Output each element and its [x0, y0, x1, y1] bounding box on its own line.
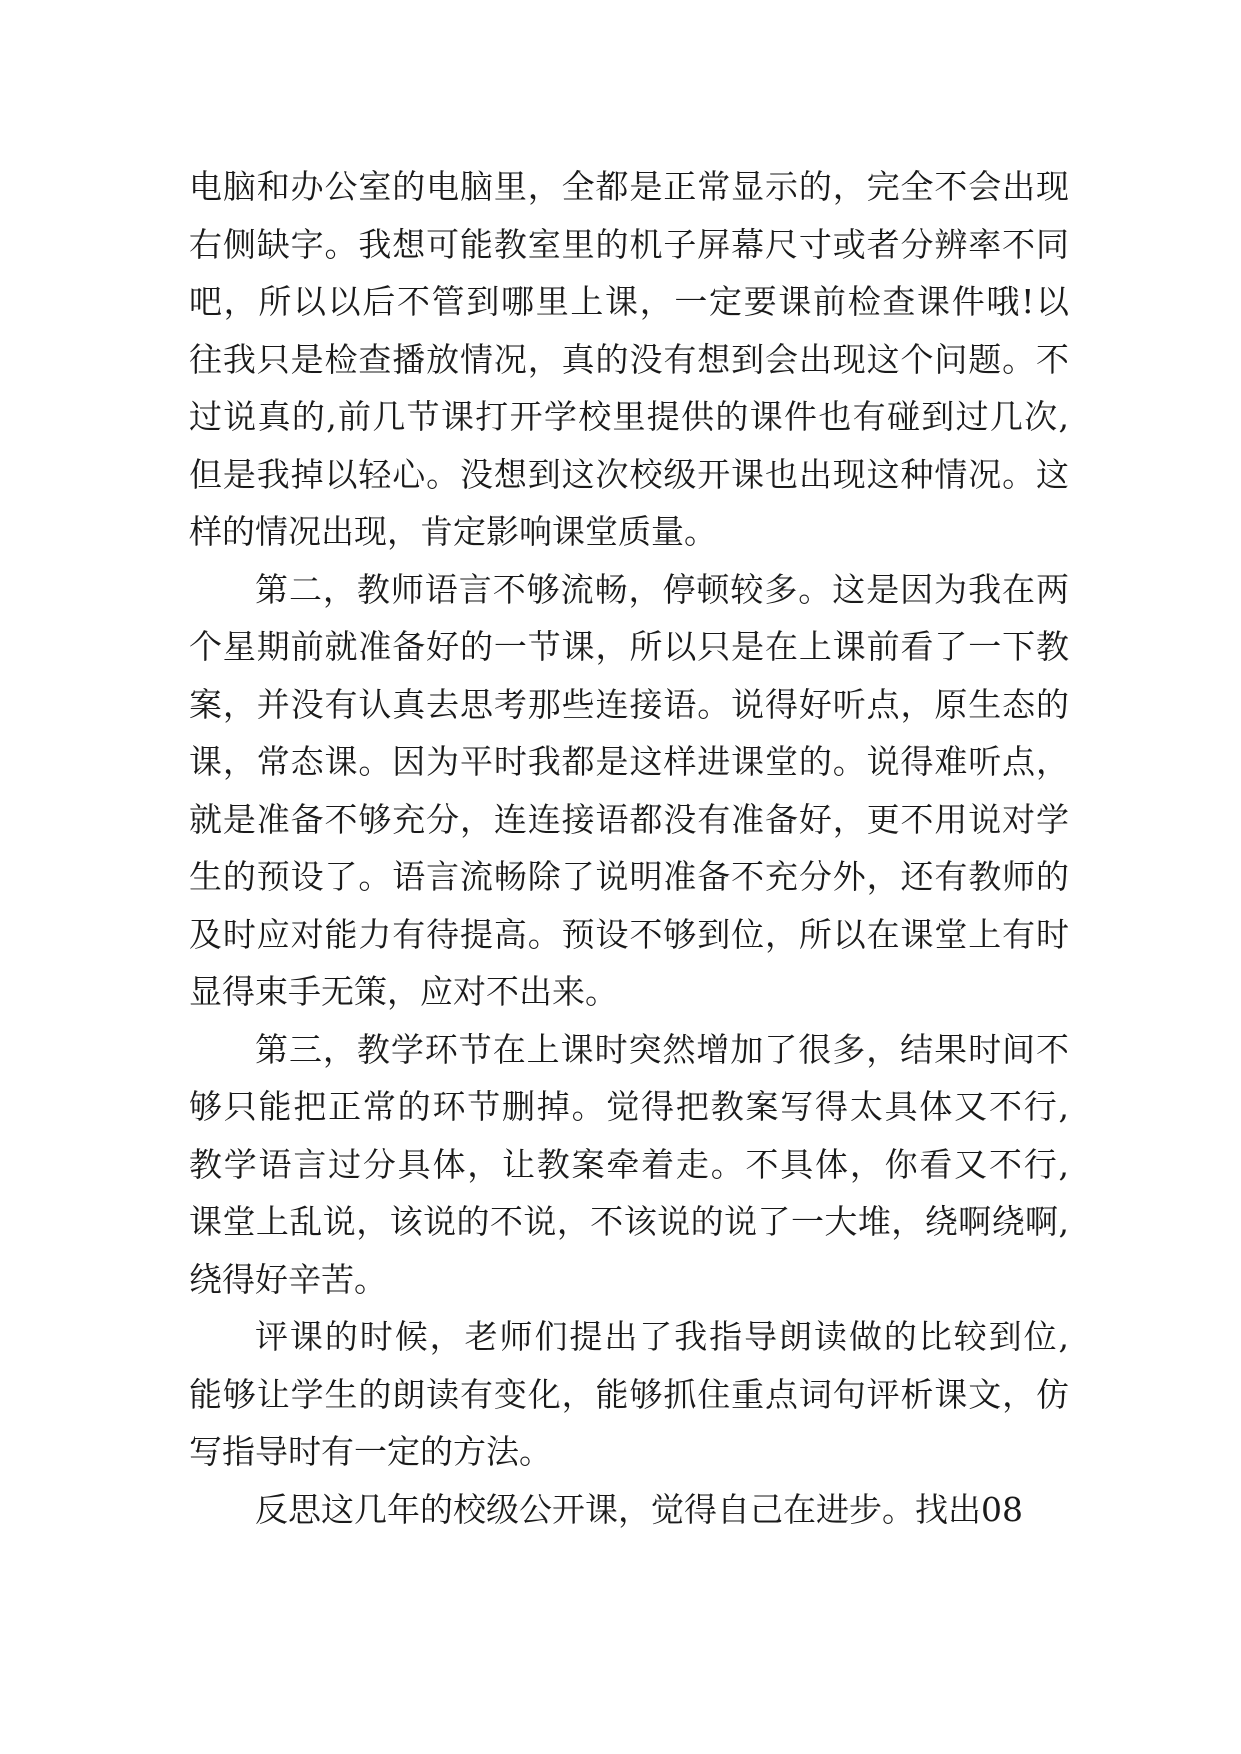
- text-line: 够只能把正常的环节删掉。觉得把教案写得太具体又不行,: [189, 1087, 1069, 1126]
- paragraph: [189, 158, 1069, 561]
- text-line: 右侧缺字。我想可能教室里的机子屏幕尺寸或者分辨率不同: [189, 224, 1069, 264]
- text-line: 显得束手无策，应对不出来。: [189, 972, 618, 1011]
- text-line: 但是我掉以轻心。没想到这次校级开课也出现这种情况。这: [189, 454, 1069, 494]
- text-line: 个星期前就准备好的一节课，所以只是在上课前看了一下教: [189, 627, 1069, 666]
- paragraph: [189, 1481, 1069, 1539]
- text-line: 教学语言过分具体，让教案牵着走。不具体，你看又不行,: [189, 1144, 1069, 1184]
- text-line: 写指导时有一定的方法。: [189, 1432, 552, 1471]
- text-line: 及时应对能力有待提高。预设不够到位，所以在课堂上有时: [189, 914, 1069, 954]
- text-line: 反思这几年的校级公开课，觉得自己在进步。找出08: [255, 1489, 1023, 1529]
- text-line: 绕得好辛苦。: [189, 1259, 387, 1299]
- paragraph: [189, 561, 1069, 1021]
- text-line: 就是准备不够充分，连连接语都没有准备好，更不用说对学: [189, 799, 1069, 839]
- text-line: 生的预设了。语言流畅除了说明准备不充分外，还有教师的: [189, 857, 1069, 896]
- text-line: 课，常态课。因为平时我都是这样进课堂的。说得难听点，: [189, 742, 1069, 781]
- text-line: 课堂上乱说，该说的不说，不该说的说了一大堆，绕啊绕啊,: [189, 1202, 1069, 1241]
- paragraph: [189, 1308, 1069, 1481]
- text-line: 吧，所以以后不管到哪里上课，一定要课前检查课件哦!以: [189, 282, 1069, 321]
- text-line: 能够让学生的朗读有变化，能够抓住重点词句评析课文，仿: [189, 1374, 1069, 1414]
- text-line: 样的情况出现，肯定影响课堂质量。: [189, 512, 717, 551]
- text-line: 第三，教学环节在上课时突然增加了很多，结果时间不: [255, 1029, 1069, 1069]
- text-line: 案，并没有认真去思考那些连接语。说得好听点，原生态的: [189, 684, 1069, 724]
- paragraph: [189, 1021, 1069, 1309]
- text-line: 第二，教师语言不够流畅，停顿较多。这是因为我在两: [255, 569, 1069, 609]
- document-body: [189, 158, 1069, 1538]
- text-line: 往我只是检查播放情况，真的没有想到会出现这个问题。不: [189, 339, 1069, 379]
- text-line: 电脑和办公室的电脑里，全都是正常显示的，完全不会出现: [189, 167, 1069, 206]
- text-line: 评课的时候，老师们提出了我指导朗读做的比较到位,: [255, 1317, 1069, 1356]
- text-line: 过说真的,前几节课打开学校里提供的课件也有碰到过几次,: [189, 397, 1069, 436]
